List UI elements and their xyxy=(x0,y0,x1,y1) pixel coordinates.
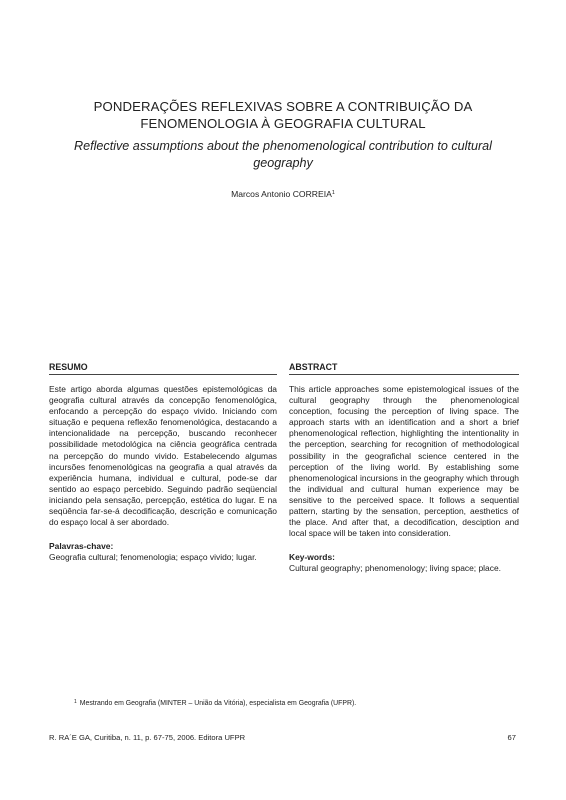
resumo-body: Este artigo aborda algumas questões epistemológicas da geografia cultural através da concepção fenomenológica, enfocando a percepção do espaço vivido. Iniciando com situação e pequena reflexão fenomenológica, destacando a intencionalidade na percepção, buscando reconhecer possibilidade metodológica na ciência geográfica centrada na percepção do mundo vivido. Estabelecendo algumas incursões fenomenológicas na geografia a qual através da experiência humana, individual e cultural, pode-se dar sentido ao espaço percebido. Seguindo padrão seqüencial iniciando pela sensação, percepção, estética do lugar. E na seqüência far-se-á decodificação, descrição e comunicação do espaço local à ser abordado. xyxy=(49,384,277,528)
palavras-chave-heading: Palavras-chave: xyxy=(49,541,114,552)
abstract-divider xyxy=(289,374,519,375)
key-words-heading: Key-words: xyxy=(289,552,335,563)
resumo-column xyxy=(49,362,277,563)
paper-subtitle: Reflective assumptions about the phenomenological contribution to cultural geography xyxy=(74,139,492,170)
page-number: 67 xyxy=(507,733,516,742)
footnote-marker: 1 xyxy=(74,699,77,705)
footnote xyxy=(74,698,504,708)
footnote-text: Mestrando em Geografia (MINTER – União da Vitória), especialista em Geografia (UFPR). xyxy=(79,700,357,707)
journal-citation: R. RA´E GA, Curitiba, n. 11, p. 67-75, 2006. Editora UFPR xyxy=(49,733,246,742)
author-line xyxy=(50,188,516,200)
abstract-column xyxy=(289,362,519,574)
author-name: Marcos Antonio CORREIA xyxy=(231,189,332,199)
palavras-chave-text: Geografia cultural; fenomenologia; espaço vivido; lugar. xyxy=(49,552,257,563)
author-note-marker: 1 xyxy=(331,190,335,196)
resumo-heading: RESUMO xyxy=(49,362,88,372)
paper-title: PONDERAÇÕES REFLEXIVAS SOBRE A CONTRIBUIÇÃO DA FENOMENOLOGIA À GEOGRAFIA CULTURAL xyxy=(93,99,473,131)
abstract-body: This article approaches some epistemological issues of the cultural geography through the phenomenological conception, focusing the perception of living space. The approach starts with an identification and a short a brief phenomenological reflection, highlighting the intentionality in the perception, searching for recognition of methodological possibility in the geografichal science centered in the perception of the living world. By establishing some phenomenological incursions in the geography which through the individual and cultural human experience may be sensitive to the perceived space. It follows a sequential pattern, starting by the sensation, perception, aesthetics of the place. And after that, a decodification, desciption and local space will be taken into consideration. xyxy=(289,384,519,539)
resumo-divider xyxy=(49,374,277,375)
abstract-heading: ABSTRACT xyxy=(289,362,338,372)
key-words-text: Cultural geography; phenomenology; living space; place. xyxy=(289,563,502,574)
